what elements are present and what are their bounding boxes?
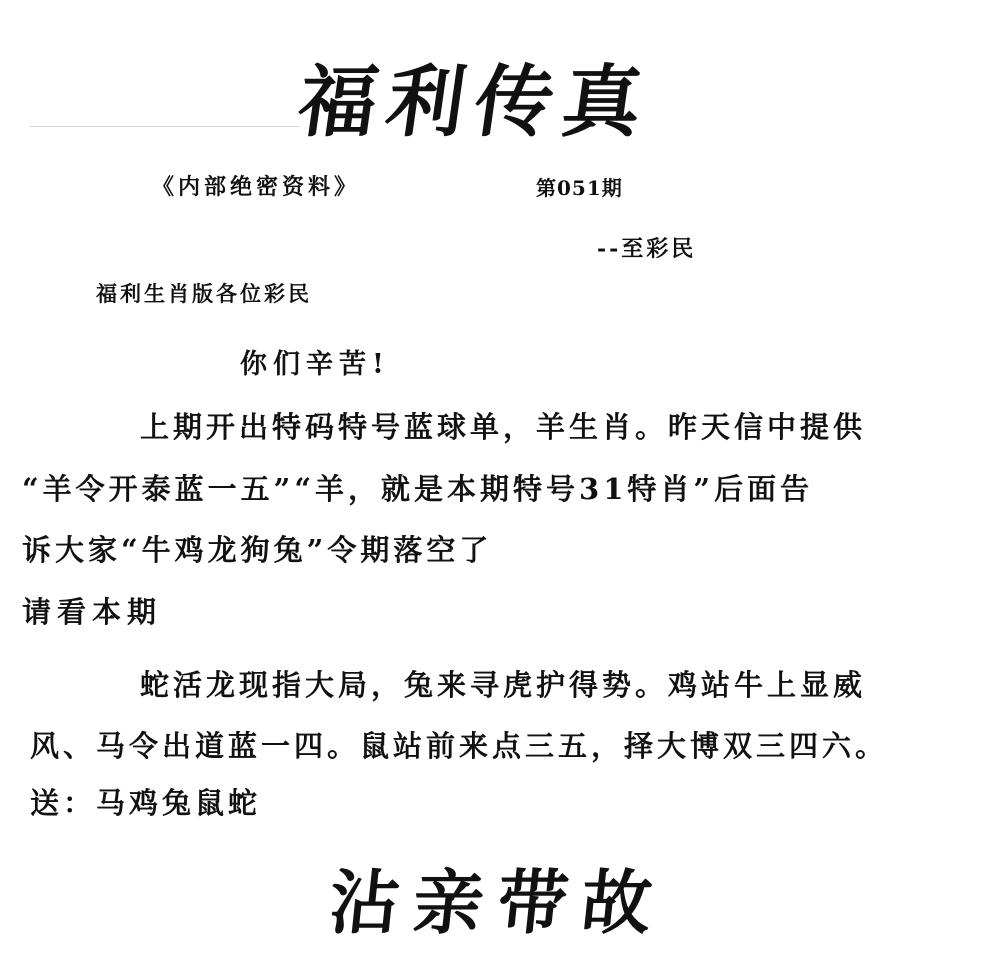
body-line-1: 上期开出特码特号蓝球单，羊生肖。昨天信中提供	[140, 410, 867, 444]
body-line-3: 诉大家“牛鸡龙狗兔”令期落空了	[22, 533, 493, 567]
recipient-line: --至彩民	[597, 236, 697, 262]
issue-number: 第051期	[536, 176, 623, 200]
body-line-6: 风、马令出道蓝一四。鼠站前来点三五，择大博双三四六。	[30, 729, 889, 763]
body-line-7: 送：马鸡兔鼠蛇	[30, 786, 262, 820]
page-title: 福利传真	[292, 57, 658, 148]
header-divider	[30, 126, 300, 127]
document-subtitle: 《内部绝密资料》	[152, 174, 361, 200]
footer-title: 沾亲带故	[325, 861, 670, 944]
body-line-5: 蛇活龙现指大局，兔来寻虎护得势。鸡站牛上显威	[140, 668, 867, 702]
salutation: 福利生肖版各位彩民	[96, 281, 312, 306]
body-line-2: “羊令开泰蓝一五”“羊，就是本期特号31特肖”后面告	[22, 472, 814, 506]
body-line-4: 请看本期	[22, 595, 163, 629]
greeting: 你们辛苦!	[240, 349, 390, 380]
